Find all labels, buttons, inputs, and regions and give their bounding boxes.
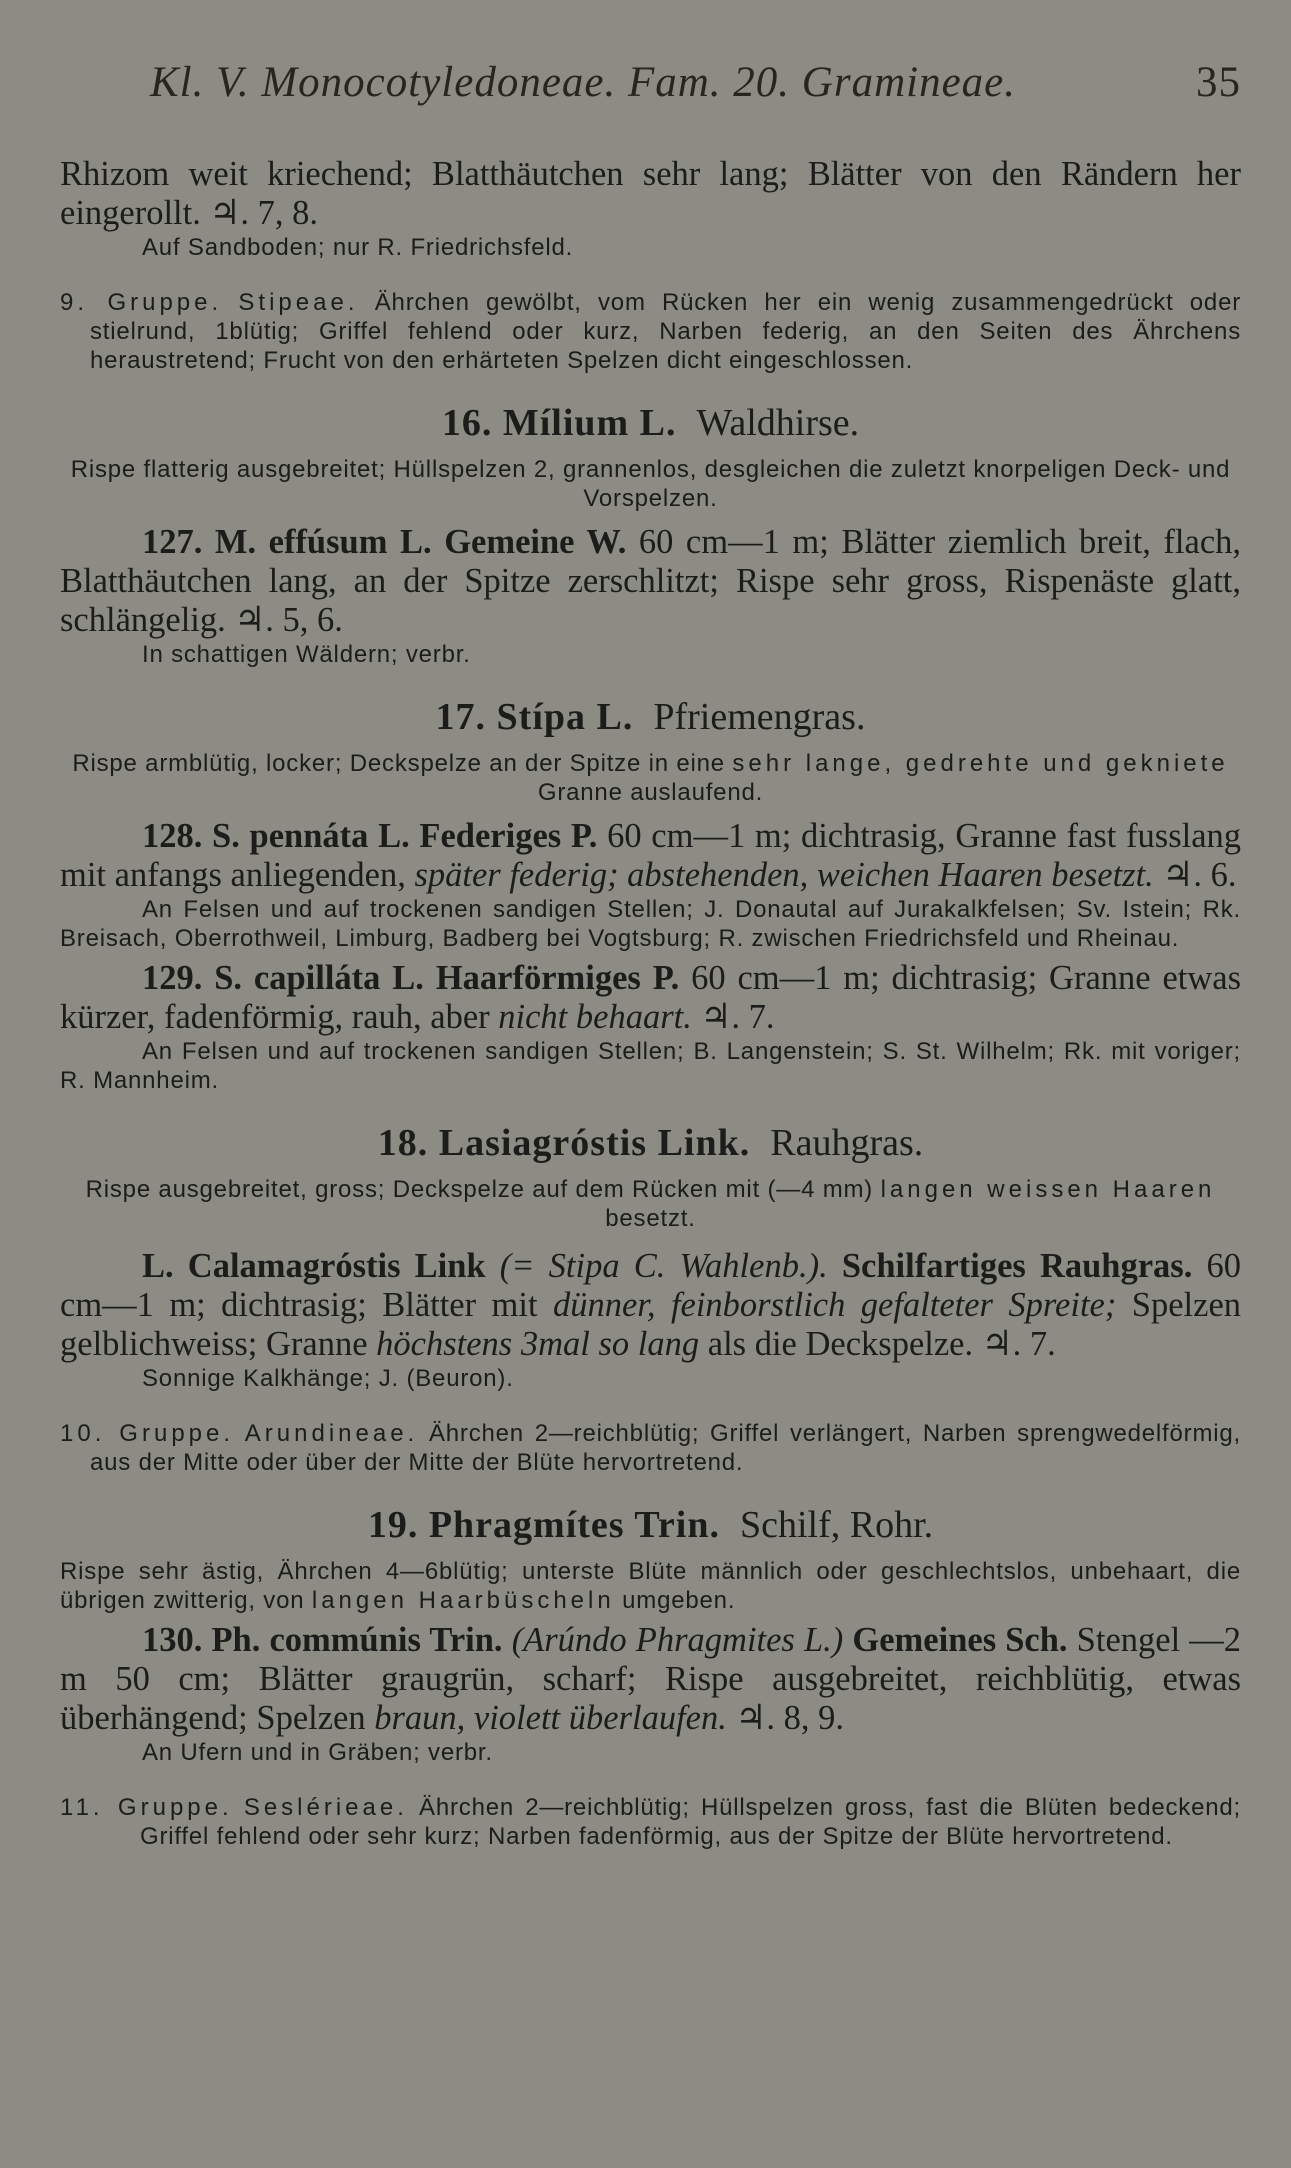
genus-16-heading bbox=[60, 401, 1241, 445]
species-130-name: 130. Ph. commúnis Trin. bbox=[142, 1621, 503, 1659]
genus-17-heading bbox=[60, 695, 1241, 739]
species-129-locality: An Felsen und auf trockenen sandigen Stellen; B. Langenstein; S. St. Wilhelm; Rk. mit voriger; R. Mannheim. bbox=[60, 1038, 1241, 1094]
species-l-italic-b: höchstens 3mal so lang bbox=[376, 1325, 700, 1363]
gruppe-10-text: Ährchen 2—reichblütig; Griffel verlängert, Narben sprengwedelförmig, aus der Mitte oder über der Mitte der Blüte hervortretend. bbox=[90, 1420, 1242, 1476]
gruppe-10 bbox=[60, 1419, 1241, 1477]
genus-19-desc-b: langen Haarbüscheln bbox=[311, 1587, 615, 1614]
species-130 bbox=[60, 1621, 1241, 1738]
genus-16-desc: Rispe flatterig ausgebreitet; Hüllspelzen 2, grannenlos, desgleichen die zuletzt knorpeligen Deck- und Vorspelzen. bbox=[70, 456, 1231, 512]
species-129-name: 129. S. capilláta L. bbox=[142, 959, 424, 997]
gruppe-11-label: 11. Gruppe. bbox=[60, 1794, 233, 1821]
genus-17-name: 17. Stípa L. bbox=[435, 696, 634, 738]
genus-18-common: Rauhgras. bbox=[770, 1122, 924, 1164]
genus-18-desc bbox=[60, 1175, 1241, 1233]
intro-text: Rhizom weit kriechend; Blatthäutchen sehr lang; Blätter von den Rändern her eingerollt. ♃. 7, 8. bbox=[60, 155, 1241, 232]
species-l-calamagrostis bbox=[60, 1247, 1241, 1364]
species-128-locality: An Felsen und auf trockenen sandigen Stellen; J. Donautal auf Jurakalkfelsen; Sv. Istein; Rk. Breisach, Oberrothweil, Limburg, Badberg bei Vogtsburg; R. zwischen Friedrichsfeld und Rheinau. bbox=[60, 896, 1241, 952]
species-127-locality: In schattigen Wäldern; verbr. bbox=[142, 641, 471, 668]
genus-18-name: 18. Lasiagróstis Link. bbox=[377, 1122, 751, 1164]
genus-17-common: Pfriemengras. bbox=[653, 696, 866, 738]
page-content bbox=[60, 155, 1241, 1851]
species-130-common: Gemeines Sch. bbox=[852, 1621, 1068, 1659]
gruppe-11 bbox=[60, 1793, 1241, 1851]
genus-17-desc-b: sehr lange, gedrehte und gekniete bbox=[732, 750, 1229, 777]
genus-19-common: Schilf, Rohr. bbox=[739, 1504, 934, 1546]
genus-19-desc bbox=[60, 1557, 1241, 1615]
species-129-italic: nicht behaart. bbox=[498, 998, 692, 1036]
species-129-tail: ♃. 7. bbox=[700, 998, 775, 1036]
genus-19-name: 19. Phragmítes Trin. bbox=[367, 1504, 720, 1546]
species-128 bbox=[60, 817, 1241, 895]
gruppe-11-name: Seslérieae. bbox=[243, 1794, 408, 1821]
genus-19-desc-a: Rispe sehr ästig, Ährchen 4—6blütig; unterste Blüte männlich oder geschlechtslos, unbehaart, die übrigen zwitterig, von bbox=[60, 1558, 1241, 1614]
species-l-common: Schilfartiges Rauhgras. bbox=[841, 1247, 1193, 1285]
species-l-syn: (= Stipa C. Wahlenb.). bbox=[499, 1247, 828, 1285]
species-130-locality: An Ufern und in Gräben; verbr. bbox=[142, 1739, 493, 1766]
species-127-text: 60 cm—1 m; Blätter ziemlich breit, flach, Blatthäutchen lang, an der Spitze zerschlitzt; Rispe sehr gross, Rispenäste glatt, schlängelig. ♃. 5, 6. bbox=[60, 523, 1242, 639]
species-129-common: Haarförmiges P. bbox=[435, 959, 680, 997]
species-128-italic: später federig; abstehenden, weichen Haaren besetzt. bbox=[414, 856, 1154, 894]
species-127-name: 127. M. effúsum L. bbox=[142, 523, 432, 561]
intro-locality: Auf Sandboden; nur R. Friedrichsfeld. bbox=[142, 234, 574, 261]
gruppe-9-text: Ährchen gewölbt, vom Rücken her ein wenig zusammengedrückt oder stielrund, 1blütig; Griffel fehlend oder kurz, Narben federig, an den Seiten des Ährchens heraustretend; Frucht von den erhärteten Spelzen dicht eingeschlossen. bbox=[90, 289, 1242, 374]
species-127-common: Gemeine W. bbox=[444, 523, 627, 561]
genus-19-heading bbox=[60, 1503, 1241, 1547]
species-128-text: 60 cm—1 m; dichtrasig, Granne fast fusslang mit anfangs anliegenden, bbox=[60, 817, 1242, 894]
species-l-name: L. Calamagróstis Link bbox=[142, 1247, 486, 1285]
genus-19-desc-c: umgeben. bbox=[622, 1587, 736, 1614]
gruppe-9 bbox=[60, 288, 1241, 375]
genus-17-desc-a: Rispe armblütig, locker; Deckspelze an der Spitze in eine bbox=[72, 750, 725, 777]
page-number: 35 bbox=[1196, 59, 1241, 106]
running-header bbox=[150, 58, 1241, 107]
species-128-name: 128. S. pennáta L. bbox=[142, 817, 410, 855]
genus-17-desc bbox=[60, 749, 1241, 807]
species-128-common: Federiges P. bbox=[419, 817, 598, 855]
species-130-text: Stengel —2 m 50 cm; Blätter graugrün, scharf; Rispe ausgebreitet, reichblütig, etwas überhängend; Spelzen bbox=[60, 1621, 1242, 1737]
gruppe-10-label: 10. Gruppe. bbox=[60, 1420, 235, 1447]
species-l-locality: Sonnige Kalkhänge; J. (Beuron). bbox=[142, 1365, 514, 1392]
species-127 bbox=[60, 523, 1241, 640]
genus-17-desc-c: Granne auslaufend. bbox=[537, 779, 764, 806]
header-title: Kl. V. Monocotyledoneae. Fam. 20. Gramineae. bbox=[150, 59, 1017, 106]
gruppe-10-name: Arundineae. bbox=[244, 1420, 419, 1447]
species-l-text-a: 60 cm—1 m; dichtrasig; Blätter mit bbox=[60, 1247, 1241, 1324]
species-130-syn: (Arúndo Phragmites L.) bbox=[511, 1621, 844, 1659]
genus-16-common: Waldhirse. bbox=[696, 402, 860, 444]
species-l-italic-a: dünner, feinborstlich gefalteter Spreite; bbox=[552, 1286, 1117, 1324]
species-130-italic: braun, violett überlaufen. bbox=[374, 1699, 727, 1737]
species-l-text-c: als die Deckspelze. ♃. 7. bbox=[707, 1325, 1056, 1363]
genus-18-heading bbox=[60, 1121, 1241, 1165]
species-129-text: 60 cm—1 m; dichtrasig; Granne etwas kürzer, fadenförmig, rauh, aber bbox=[60, 959, 1242, 1036]
gruppe-9-label: 9. Gruppe. bbox=[60, 289, 223, 316]
genus-18-desc-b: langen weissen Haaren bbox=[880, 1176, 1216, 1203]
species-l-text-b: Spelzen gelblichweiss; Granne bbox=[60, 1286, 1242, 1363]
species-128-tail: ♃. 6. bbox=[1162, 856, 1237, 894]
gruppe-11-text: Ährchen 2—reichblütig; Hüllspelzen gross, fast die Blüten bedeckend; Griffel fehlend oder sehr kurz; Narben fadenförmig, aus der Spitze der Blüte hervortretend. bbox=[140, 1794, 1241, 1850]
gruppe-9-name: Stipeae. bbox=[238, 289, 359, 316]
species-130-tail: ♃. 8, 9. bbox=[735, 1699, 845, 1737]
genus-18-desc-a: Rispe ausgebreitet, gross; Deckspelze auf dem Rücken mit (—4 mm) bbox=[85, 1176, 874, 1203]
genus-16-name: 16. Mílium L. bbox=[441, 402, 677, 444]
genus-18-desc-c: besetzt. bbox=[605, 1205, 696, 1232]
species-129 bbox=[60, 959, 1241, 1037]
